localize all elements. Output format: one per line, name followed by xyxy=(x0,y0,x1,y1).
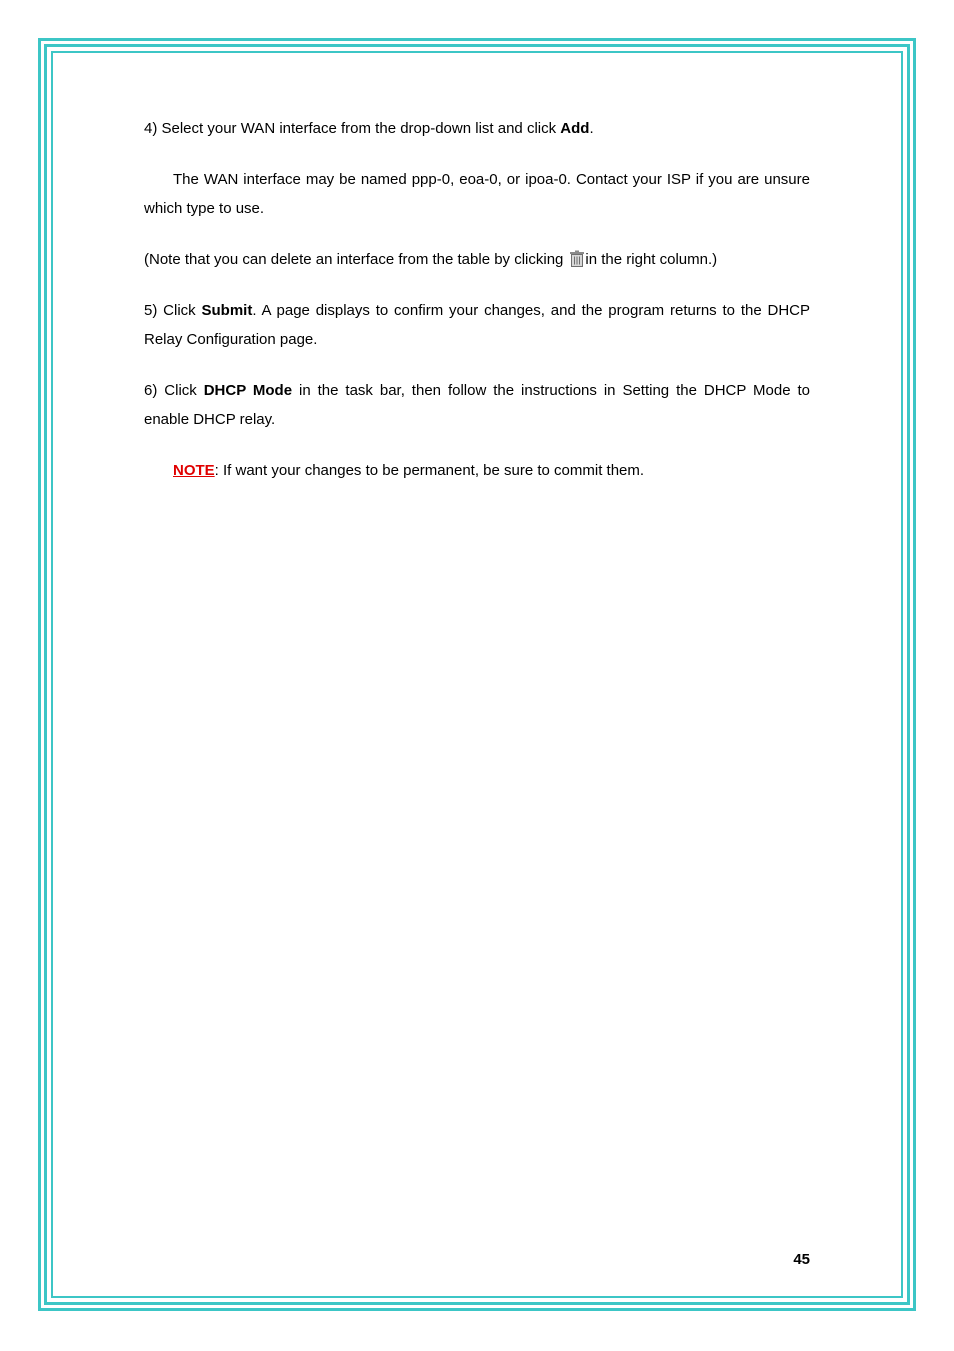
note-paragraph xyxy=(144,456,810,485)
delete-note-paragraph xyxy=(144,245,810,274)
wan-interface-info: The WAN interface may be named ppp-0, eoa-0, or ipoa-0. Contact your ISP if you are unsure which type to use. xyxy=(144,171,810,217)
page-number: 45 xyxy=(793,1251,810,1268)
page-content xyxy=(144,114,810,485)
delete-note-suffix: in the right column.) xyxy=(585,251,718,268)
step-6-paragraph xyxy=(144,376,810,434)
delete-note-text: (Note that you can delete an interface from the table by clicking xyxy=(144,251,564,268)
note-text: : If want your changes to be permanent, be sure to commit them. xyxy=(214,462,645,479)
dhcp-mode-keyword: DHCP Mode xyxy=(203,382,293,399)
step-5-text: 5) Click xyxy=(144,302,202,319)
step-5-suffix: . A page displays to confirm your changes, and the program returns to the DHCP Relay Configuration page. xyxy=(144,302,811,348)
step-6-text: 6) Click xyxy=(144,382,204,399)
trash-icon xyxy=(569,250,585,267)
step-5-paragraph xyxy=(144,296,810,354)
step-4-suffix: . xyxy=(589,120,594,137)
note-label: NOTE xyxy=(173,462,215,479)
step-4-text: 4) Select your WAN interface from the drop-down list and click xyxy=(144,120,561,137)
step-6-suffix: in the task bar, then follow the instructions in Setting the DHCP Mode to enable DHCP relay. xyxy=(144,382,811,428)
submit-keyword: Submit xyxy=(201,302,253,319)
step-4-paragraph xyxy=(144,114,810,143)
add-keyword: Add xyxy=(560,120,590,137)
